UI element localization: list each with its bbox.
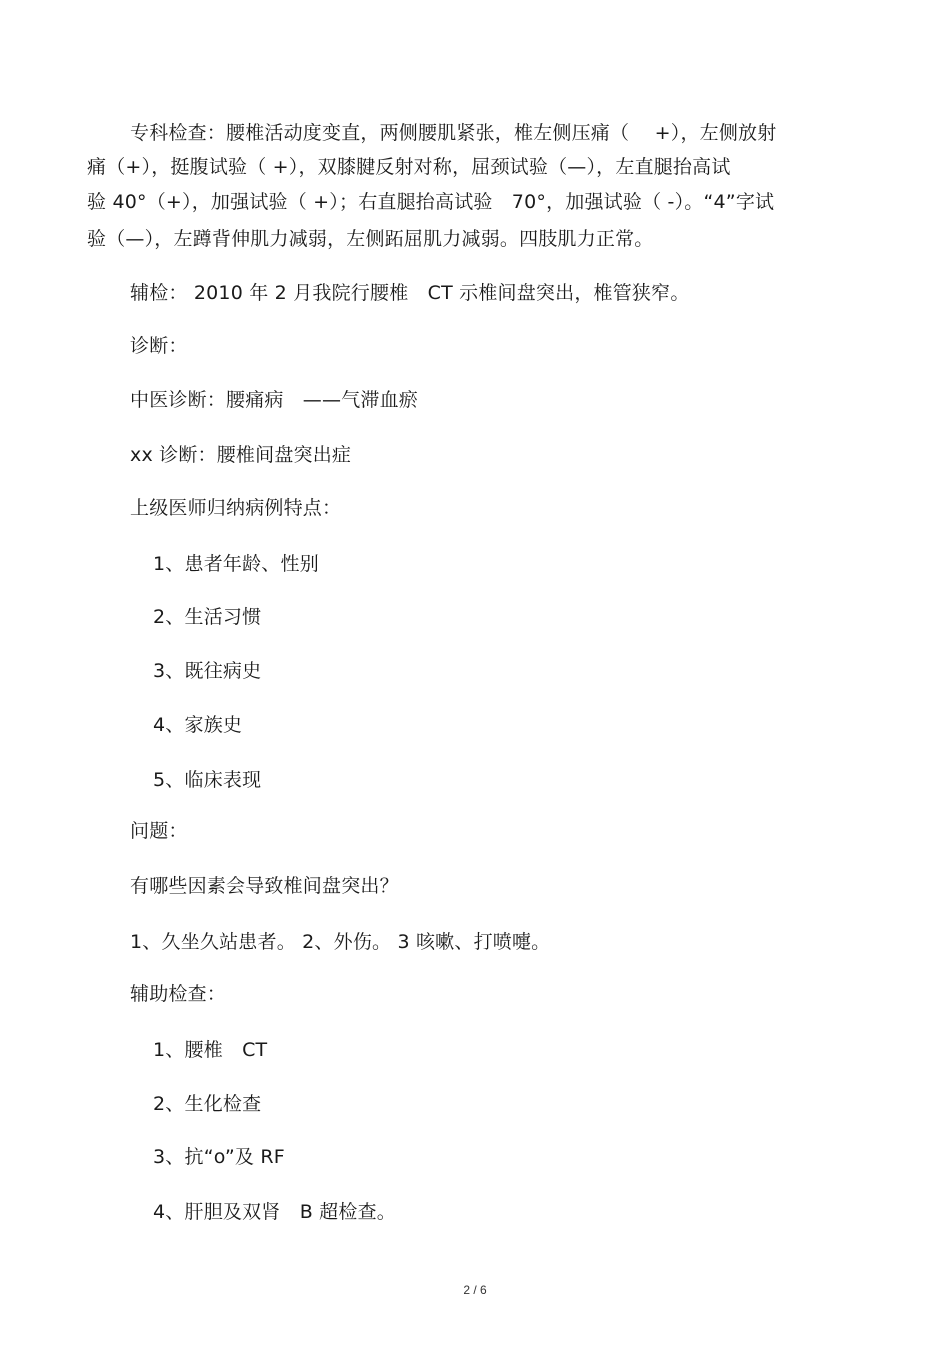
exam-line-2: 痛（+），挺腹试验（ +），双膝腱反射对称，屈颈试验（—），左直腿抬高试	[87, 156, 731, 178]
summary-heading: 上级医师归纳病例特点：	[130, 497, 342, 519]
question-text: 有哪些因素会导致椎间盘突出？	[130, 875, 399, 897]
tcm-diagnosis: 中医诊断：腰痛病 ——气滞血瘀	[130, 389, 419, 411]
exam-line-4: 验（—），左蹲背伸肌力减弱，左侧跖屈肌力减弱。四肢肌力正常。	[87, 228, 654, 250]
auxiliary-item: 1、腰椎 CT	[153, 1039, 268, 1061]
auxiliary-item: 3、抗“o”及 RF	[153, 1146, 285, 1168]
question-heading: 问题：	[130, 820, 188, 842]
exam-line-1: 专科检查：腰椎活动度变直，两侧腰肌紧张，椎左侧压痛（ +），左侧放射	[130, 122, 777, 144]
summary-item: 5、临床表现	[153, 769, 262, 791]
diagnosis-heading: 诊断：	[130, 335, 188, 357]
auxiliary-item: 2、生化检查	[153, 1093, 262, 1115]
western-diagnosis: xx 诊断：腰椎间盘突出症	[130, 444, 352, 466]
auxiliary-heading: 辅助检查：	[130, 983, 227, 1005]
question-answer: 1、久坐久站患者。 2、外伤。 3 咳嗽、打喷嚏。	[130, 931, 551, 953]
summary-item: 1、患者年龄、性别	[153, 553, 319, 575]
summary-item: 4、家族史	[153, 714, 243, 736]
page-number: 2 / 6	[463, 1283, 487, 1297]
aux-exam: 辅检： 2010 年 2 月我院行腰椎 CT 示椎间盘突出，椎管狭窄。	[130, 282, 690, 304]
auxiliary-item: 4、肝胆及双肾 B 超检查。	[153, 1201, 396, 1223]
exam-line-3: 验 40°（+），加强试验（ +）；右直腿抬高试验 70°，加强试验（ -）。“4”字试	[87, 191, 775, 213]
summary-item: 3、既往病史	[153, 660, 262, 682]
summary-item: 2、生活习惯	[153, 606, 262, 628]
